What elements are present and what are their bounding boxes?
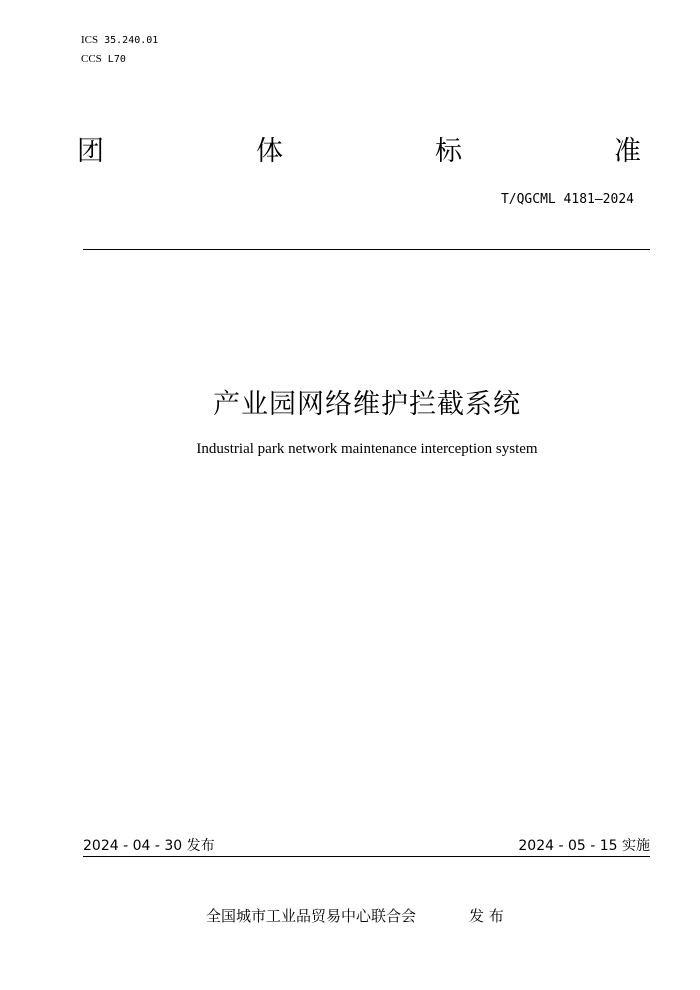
issuer-action: 发 布 <box>469 907 504 925</box>
publish-date: 2024 - 04 - 30 发布 <box>83 838 215 854</box>
implement-date: 2024 - 05 - 15 实施 <box>518 838 650 854</box>
footer-divider <box>83 856 650 857</box>
standard-type-char-1: 团 <box>77 136 104 167</box>
document-title-en: Industrial park network maintenance interception system <box>196 441 538 457</box>
ics-value: 35.240.01 <box>104 35 159 46</box>
ccs-value: L70 <box>107 54 126 65</box>
issuer-name: 全国城市工业品贸易中心联合会 <box>206 907 417 925</box>
standard-type-char-3: 标 <box>435 136 462 167</box>
ccs-code <box>81 53 126 65</box>
standard-type-char-2: 体 <box>256 136 283 167</box>
ics-code <box>81 34 158 46</box>
ccs-label: CCS <box>81 53 102 65</box>
document-title-zh: 产业园网络维护拦截系统 <box>213 389 521 420</box>
standard-type-char-4: 准 <box>614 136 641 167</box>
header-divider <box>83 249 650 250</box>
standard-number: T/QGCML 4181—2024 <box>500 192 634 207</box>
ics-label: ICS <box>81 34 99 46</box>
